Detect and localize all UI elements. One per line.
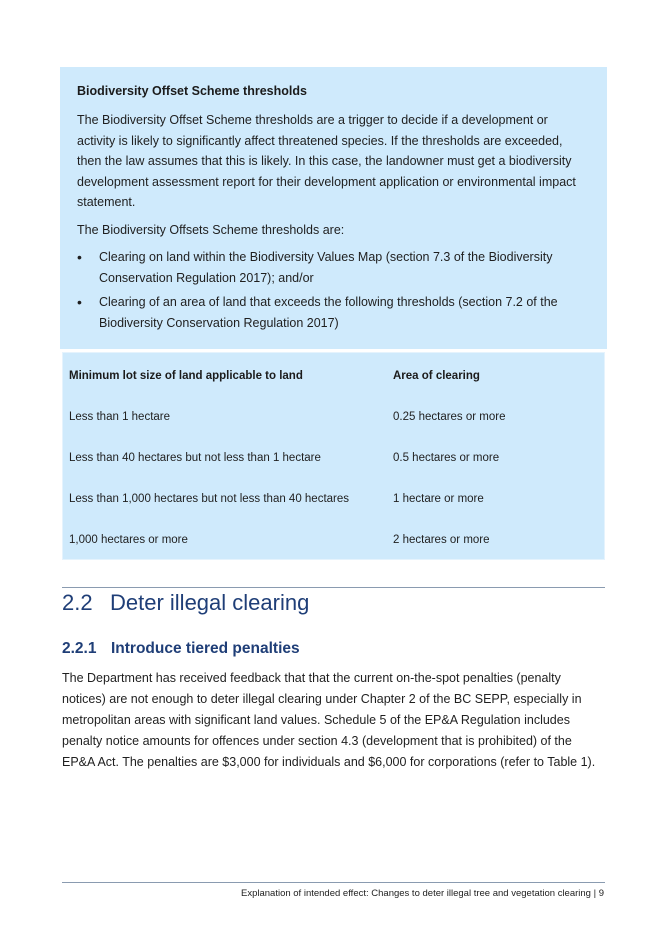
column-header: Area of clearing xyxy=(393,369,480,382)
thresholds-table xyxy=(62,352,605,560)
table-cell: 1 hectare or more xyxy=(393,492,484,505)
table-row xyxy=(63,519,604,560)
thresholds-callout xyxy=(60,67,607,349)
table-cell: Less than 1 hectare xyxy=(69,410,171,423)
body-paragraph: The Department has received feedback that that the current on-the-spot penalties (penalty notices) are not enough to deter illegal clearing under Chapter 2 of the BC SEPP, especially in metropolitan areas with significant land values. Schedule 5 of the EP&A Regulation includes penalty notice amounts for offences under section 4.3 (development that is prohibited) of the EP&A Act. The penalties are $3,000 for individuals and $6,000 for corporations (refer to Table 1). xyxy=(62,671,596,769)
callout-paragraph-2: The Biodiversity Offsets Scheme thresholds are: xyxy=(77,222,345,237)
section-divider xyxy=(62,587,605,588)
table-cell: Less than 40 hectares but not less than 1 hectare xyxy=(69,451,321,464)
table-cell: 0.5 hectares or more xyxy=(393,451,500,464)
subsection-number: 2.2.1 xyxy=(62,640,97,657)
column-header: Minimum lot size of land applicable to land xyxy=(69,369,303,382)
table-row xyxy=(63,478,604,519)
subsection-title: Introduce tiered penalties xyxy=(111,640,300,657)
callout-paragraph-1: The Biodiversity Offset Scheme thresholds are a trigger to decide if a development or activity is likely to significantly affect threatened species. If the thresholds are exceeded, then the law assumes that this is likely. In this case, the landowner must get a biodiversity development assessment report for their development application or environmental impact statement. xyxy=(77,113,576,209)
callout-bullet: • Clearing of an area of land that exceeds the following thresholds (section 7.2 of the Biodiversity Conservation Regulation 2017) xyxy=(77,292,589,333)
table-cell: Less than 1,000 hectares but not less than 40 hectares xyxy=(69,492,350,505)
page-footer: Explanation of intended effect: Changes to deter illegal tree and vegetation clearing | 9 xyxy=(240,888,604,899)
callout-bullet-list xyxy=(77,247,589,333)
table-row xyxy=(63,396,604,437)
table-row xyxy=(63,437,604,478)
callout-bullet: • Clearing on land within the Biodiversity Values Map (section 7.3 of the Biodiversity Conservation Regulation 2017); and/or xyxy=(77,247,589,288)
table-cell: 2 hectares or more xyxy=(393,533,490,546)
table-cell: 0.25 hectares or more xyxy=(393,410,506,423)
table-cell: 1,000 hectares or more xyxy=(69,533,188,546)
section-heading xyxy=(62,590,309,616)
section-title: Deter illegal clearing xyxy=(110,590,310,615)
callout-title: Biodiversity Offset Scheme thresholds xyxy=(77,84,307,98)
section-number: 2.2 xyxy=(62,590,93,615)
subsection-heading xyxy=(62,640,300,658)
table-header-row xyxy=(63,353,604,396)
footer-divider xyxy=(62,882,605,883)
